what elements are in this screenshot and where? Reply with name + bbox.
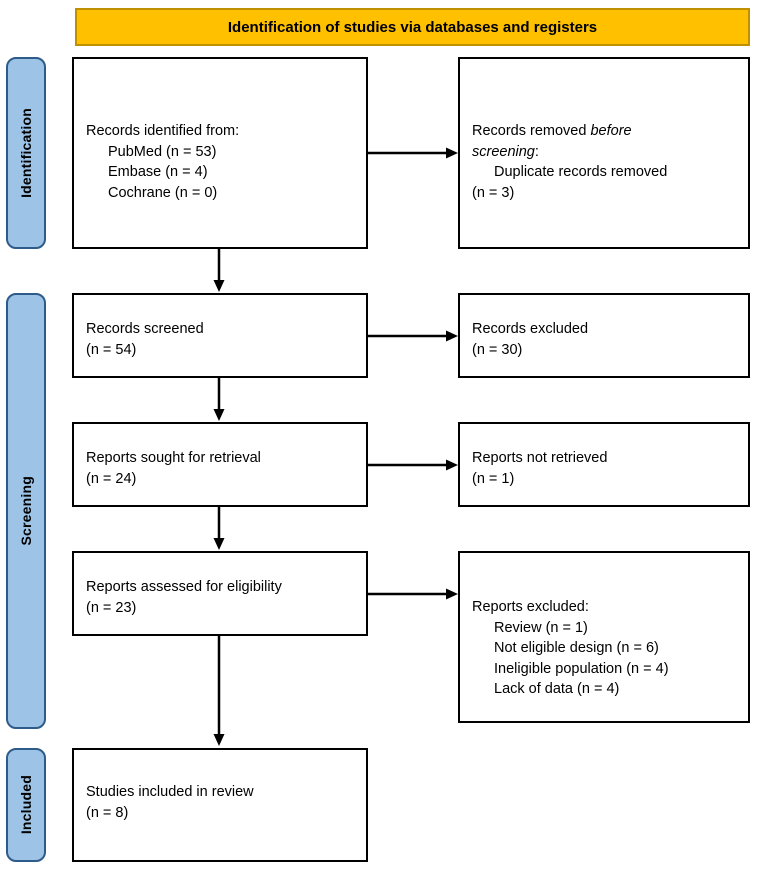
studies-included-line1: Studies included in review	[86, 784, 254, 800]
stage-label-included-text: Included	[18, 775, 34, 835]
reports-not-retrieved-count: (n = 1)	[472, 470, 515, 487]
arrow-identified-to-screened	[212, 249, 226, 294]
reports-not-retrieved-line1: Reports not retrieved	[472, 450, 608, 466]
reports-sought-count: (n = 24)	[86, 470, 137, 487]
stage-label-screening-text: Screening	[18, 476, 34, 546]
records-identified-line1: Records identified from:	[86, 123, 240, 139]
arrow-assessed-to-excluded	[368, 587, 460, 601]
records-removed-count: (n = 3)	[472, 184, 515, 201]
arrow-assessed-to-included	[212, 636, 226, 748]
box-records-identified	[72, 57, 368, 249]
diagram-header	[75, 8, 750, 46]
arrow-sought-to-not-retrieved	[368, 458, 460, 472]
box-reports-assessed	[72, 551, 368, 636]
box-records-removed	[458, 57, 750, 249]
arrow-sought-to-assessed	[212, 507, 226, 552]
records-removed-line2	[472, 142, 736, 163]
box-reports-not-retrieved	[458, 422, 750, 507]
reports-excluded-line1: Reports excluded:	[472, 599, 589, 615]
records-removed-screening: screening	[472, 143, 535, 160]
reports-excluded-population: Ineligible population (n = 4)	[494, 660, 669, 677]
records-removed-before: before	[590, 123, 632, 139]
records-screened-count: (n = 54)	[86, 341, 137, 358]
arrow-identified-to-removed	[368, 146, 460, 160]
stage-label-identification	[6, 57, 46, 249]
records-removed-colon: :	[534, 143, 539, 160]
records-identified-cochrane: Cochrane (n = 0)	[108, 184, 218, 201]
records-removed-duplicates: Duplicate records removed	[494, 164, 668, 181]
reports-assessed-count: (n = 23)	[86, 599, 137, 616]
reports-excluded-review: Review (n = 1)	[494, 619, 588, 636]
box-studies-included	[72, 748, 368, 862]
records-screened-line1: Records screened	[86, 321, 204, 337]
box-records-screened	[72, 293, 368, 378]
stage-label-included	[6, 748, 46, 862]
records-excluded-line1: Records excluded	[472, 321, 589, 337]
reports-excluded-design: Not eligible design (n = 6)	[494, 640, 659, 657]
records-excluded-count: (n = 30)	[472, 341, 523, 358]
box-reports-sought	[72, 422, 368, 507]
reports-assessed-line1: Reports assessed for eligibility	[86, 579, 282, 595]
records-removed-line1	[472, 121, 736, 142]
studies-included-count: (n = 8)	[86, 804, 129, 821]
arrow-screened-to-sought	[212, 378, 226, 423]
diagram-header-title: Identification of studies via databases and registers	[227, 18, 598, 36]
arrow-screened-to-excluded	[368, 329, 460, 343]
stage-label-identification-text: Identification	[18, 108, 34, 198]
reports-sought-line1: Reports sought for retrieval	[86, 450, 261, 466]
records-identified-pubmed: PubMed (n = 53)	[108, 143, 217, 160]
reports-excluded-data: Lack of data (n = 4)	[494, 681, 620, 698]
box-records-excluded	[458, 293, 750, 378]
stage-label-screening	[6, 293, 46, 729]
box-reports-excluded	[458, 551, 750, 723]
records-identified-embase: Embase (n = 4)	[108, 164, 208, 181]
records-removed-line1-text: Records removed	[472, 123, 591, 139]
